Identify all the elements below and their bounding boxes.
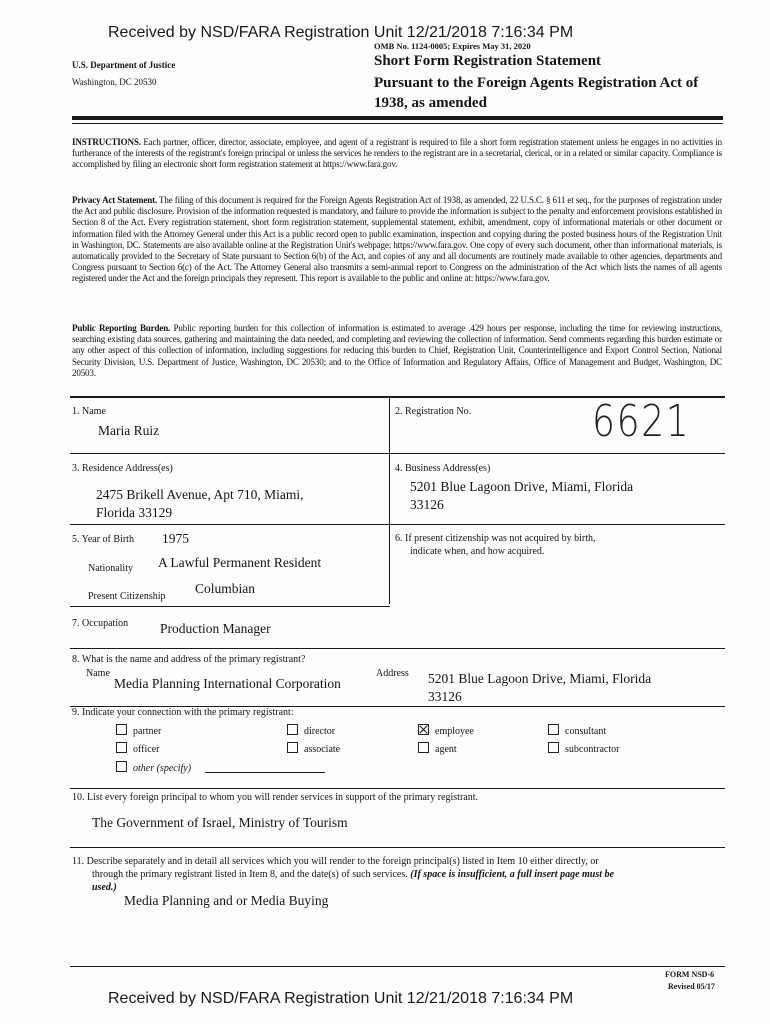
citizenship-value[interactable]: Columbian (195, 581, 255, 596)
form-subtitle-line1: Pursuant to the Foreign Agents Registration Act of (374, 75, 699, 91)
form-title: Short Form Registration Statement (374, 53, 602, 69)
name-label: 1. Name (72, 406, 106, 417)
item11-used-note: used.) (92, 882, 117, 893)
checkbox-officer-box[interactable] (116, 742, 127, 753)
nationality-label: Nationality (88, 563, 133, 574)
row-rule-8 (70, 966, 725, 967)
residence-address-line2[interactable]: Florida 33129 (96, 505, 173, 520)
received-stamp-top: Received by NSD/FARA Registration Unit 12/21/2018 7:16:34 PM (108, 24, 574, 41)
checkbox-associate-box[interactable] (287, 742, 298, 753)
checkbox-subcontractor-box[interactable] (548, 742, 559, 753)
checkbox-other[interactable] (116, 761, 191, 774)
checkbox-director-box[interactable] (287, 724, 298, 735)
residence-address-label: 3. Residence Address(es) (72, 463, 173, 474)
checkbox-other-label: other (specify) (133, 763, 192, 774)
department-name: U.S. Department of Justice (72, 60, 176, 70)
instructions-paragraph (72, 137, 722, 171)
privacy-paragraph (72, 195, 722, 285)
primary-registrant-name-value[interactable]: Media Planning International Corporation (114, 676, 341, 691)
foreign-principal-value[interactable]: The Government of Israel, Ministry of Tourism (92, 815, 348, 830)
checkbox-officer-label: officer (133, 744, 160, 755)
row-rule-6 (70, 788, 725, 789)
checkbox-agent-box[interactable] (418, 742, 429, 753)
burden-text: Public reporting burden for this collection of information is estimated to average .429 hours per response, including the time for reviewing instructions, searching existing data sources, gathering and maintaining the data needed, and completing and reviewing the collection of information. Send comments regarding this burden estimate or any other aspect of this collection of information, including suggestions for reducing this burden to Chief, Registration Unit, Counterintelligence and Export Control Section, National Security Division, U.S. Department of Justice, Washington, DC 20530; and to the Office of Information and Regulatory Affairs, Office of Management and Budget, Washington, DC 20503. (72, 323, 722, 378)
checkbox-consultant[interactable] (548, 724, 606, 737)
checkbox-subcontractor-label: subcontractor (565, 744, 620, 755)
checkbox-consultant-label: consultant (565, 726, 607, 737)
checkbox-associate[interactable] (287, 742, 340, 755)
row-rule-7 (70, 847, 725, 848)
checkbox-partner-label: partner (133, 726, 162, 737)
burden-heading: Public Reporting Burden. (72, 323, 171, 333)
item11-label-line2 (92, 869, 614, 880)
checkbox-subcontractor[interactable] (548, 742, 619, 755)
business-address-label: 4. Business Address(es) (395, 463, 491, 474)
checkbox-partner[interactable] (116, 724, 161, 737)
primary-registrant-address-line1[interactable]: 5201 Blue Lagoon Drive, Miami, Florida (428, 671, 652, 686)
year-of-birth-value[interactable]: 1975 (162, 531, 189, 546)
item11-label-line2-text: through the primary registrant listed in Item 8, and the date(s) of such services. (92, 869, 408, 880)
primary-registrant-name-label: Name (86, 668, 110, 679)
form-revised: Revised 05/17 (668, 982, 715, 991)
privacy-text: The filing of this document is required for the Foreign Agents Registration Act of 1938, as amended, 22 U.S.C. § 611 et seq., for the purposes of registration under the Act and public disclosure. Provision of the information requested is mandatory, and failure to provide the information is subject to the penalty and enforcement provisions established in Section 8 of the Act. Every registration statement, short form registration statement, supplemental statement, exhibit, amendment, copy of informational materials or other document or information filed with the Attorney General under this Act is a public record open to public examination, inspection and copying during the posted business hours of the Registration Unit in Washington, DC. Statements are also available online at the Registration Unit's webpage: https://www.fara.gov. One copy of every such document, other than informational materials, is automatically provided to the Secretary of State pursuant to Section 6(b) of the Act, and copies of any and all documents are routinely made available to other agencies, departments and Congress pursuant to Section 6(c) of the Act. The Attorney General also transmits a semi-annual report to Congress on the administration of the Act which lists the names of all agents registered under the Act and the foreign principals they represent. This report is available to the public and online at: https://www.fara.gov. (72, 195, 722, 284)
registration-number-label: 2. Registration No. (395, 406, 472, 417)
checkbox-associate-label: associate (304, 744, 341, 755)
instructions-heading: INSTRUCTIONS. (72, 137, 141, 147)
residence-address-line1[interactable]: 2475 Brikell Avenue, Apt 710, Miami, (96, 487, 304, 502)
business-address-line2[interactable]: 33126 (410, 497, 444, 512)
item11-insufficient-note: (If space is insufficient, a full insert page must be (410, 869, 614, 880)
checkbox-consultant-box[interactable] (548, 724, 559, 735)
year-of-birth-label: 5. Year of Birth (72, 534, 134, 545)
other-specify-line[interactable] (205, 772, 325, 773)
row-rule-4 (70, 648, 725, 649)
form-center-divider (389, 397, 390, 604)
checkbox-other-box[interactable] (116, 761, 127, 772)
form-number: FORM NSD-6 (665, 970, 715, 979)
nationality-value[interactable]: A Lawful Permanent Resident (158, 555, 322, 570)
primary-registrant-address-line2[interactable]: 33126 (428, 689, 462, 704)
privacy-heading: Privacy Act Statement. (72, 195, 158, 205)
item6-label-line2: indicate when, and how acquired. (410, 546, 545, 557)
item9-label: 9. Indicate your connection with the primary registrant: (72, 707, 294, 718)
header-rule-thick (72, 116, 723, 120)
instructions-text: Each partner, officer, director, associate, employee, and agent of a registrant is required to file a short form registration statement unless he engages in no activities in furtherance of the interests of the registrant's foreign principal or unless the services he renders to the registrant are in a secretarial, clerical, or in a related or similar capacity. Compliance is accomplished by filing an electronic short form registration statement at https://www.fara.gov. (72, 137, 722, 170)
received-stamp-bottom: Received by NSD/FARA Registration Unit 12/21/2018 7:16:34 PM (108, 990, 574, 1007)
burden-paragraph (72, 323, 722, 379)
checkbox-employee[interactable] (418, 724, 474, 737)
citizenship-label: Present Citizenship (88, 591, 166, 602)
registration-number-handwritten[interactable]: 6621 (592, 396, 691, 447)
occupation-label: 7. Occupation (72, 618, 129, 629)
checkbox-employee-box[interactable] (418, 724, 429, 735)
checkbox-agent[interactable] (418, 742, 457, 755)
row-rule-2 (70, 524, 725, 525)
header-rule-thin (72, 123, 723, 124)
checkbox-partner-box[interactable] (116, 724, 127, 735)
form-subtitle-line2: 1938, as amended (374, 95, 487, 111)
services-description-value[interactable]: Media Planning and or Media Buying (124, 893, 329, 908)
omb-number: OMB No. 1124-0005; Expires May 31, 2020 (374, 41, 531, 51)
item6-label-line1: 6. If present citizenship was not acquired by birth, (395, 533, 596, 544)
checkbox-director[interactable] (287, 724, 335, 737)
item8-label: 8. What is the name and address of the primary registrant? (72, 654, 306, 665)
checkbox-employee-label: employee (435, 726, 474, 737)
occupation-value[interactable]: Production Manager (160, 621, 271, 636)
department-city: Washington, DC 20530 (72, 77, 157, 87)
primary-registrant-address-label: Address (376, 668, 409, 679)
checkbox-officer[interactable] (116, 742, 159, 755)
checkbox-agent-label: agent (435, 744, 457, 755)
checkbox-director-label: director (304, 726, 336, 737)
row-rule-3 (70, 606, 390, 607)
row-rule-1 (70, 453, 725, 454)
item10-label: 10. List every foreign principal to whom you will render services in support of the primary registrant. (72, 792, 479, 803)
name-value[interactable]: Maria Ruiz (98, 423, 160, 438)
business-address-line1[interactable]: 5201 Blue Lagoon Drive, Miami, Florida (410, 479, 634, 494)
item11-label-line1: 11. Describe separately and in detail all services which you will render to the foreign principal(s) listed in Item 10 either directly, or (72, 856, 599, 867)
